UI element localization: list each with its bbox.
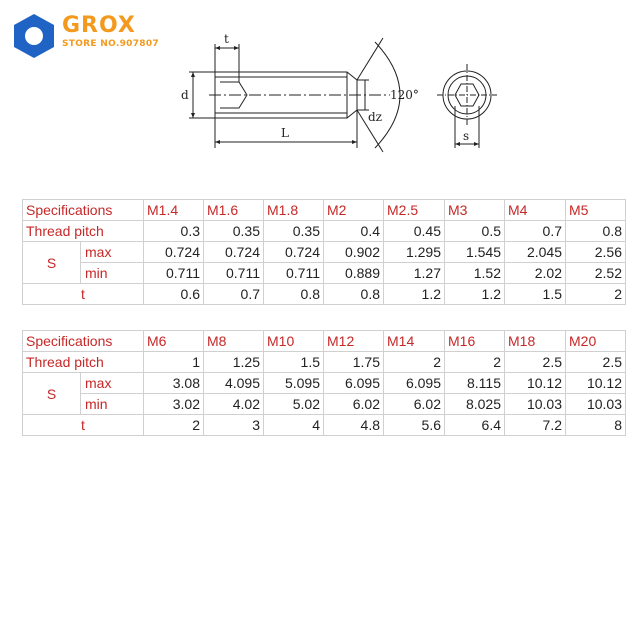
t-label: t	[23, 415, 144, 436]
table-cell: 10.12	[566, 373, 626, 394]
table-cell: 1.2	[384, 284, 445, 305]
table-cell: 5.095	[264, 373, 324, 394]
size-header: M6	[144, 331, 204, 352]
table-cell: 1.545	[445, 242, 505, 263]
table-cell: 0.724	[204, 242, 264, 263]
max-label: max	[81, 373, 144, 394]
t-row	[23, 415, 626, 436]
table-cell: 8	[566, 415, 626, 436]
thread-pitch-row	[23, 352, 626, 373]
table-cell: 8.025	[445, 394, 505, 415]
table-cell: 2.045	[505, 242, 566, 263]
table-cell: 2	[384, 352, 445, 373]
table-cell: 0.711	[264, 263, 324, 284]
table-cell: 0.724	[144, 242, 204, 263]
t-label: t	[23, 284, 144, 305]
diagram-label-angle: 120°	[390, 88, 419, 102]
size-header: M5	[566, 200, 626, 221]
diagram-label-L: L	[281, 126, 289, 140]
table-cell: 4	[264, 415, 324, 436]
table-cell: 3.02	[144, 394, 204, 415]
specifications-label: Specifications	[23, 331, 144, 352]
table-cell: 4.8	[324, 415, 384, 436]
t-row	[23, 284, 626, 305]
diagram-label-s: s	[463, 129, 470, 143]
table-cell: 6.095	[324, 373, 384, 394]
table-cell: 0.711	[204, 263, 264, 284]
thread-pitch-label: Thread pitch	[23, 221, 144, 242]
arrowhead	[234, 46, 239, 50]
table-cell: 1.5	[505, 284, 566, 305]
table-cell: 1.2	[445, 284, 505, 305]
size-header: M3	[445, 200, 505, 221]
arrowhead	[191, 113, 195, 118]
cone-line-top	[357, 38, 383, 80]
table-cell: 0.35	[204, 221, 264, 242]
table-cell: 5.6	[384, 415, 445, 436]
size-header: M12	[324, 331, 384, 352]
size-header: M4	[505, 200, 566, 221]
table-cell: 1.27	[384, 263, 445, 284]
table-cell: 0.6	[144, 284, 204, 305]
table-cell: 2.56	[566, 242, 626, 263]
table-cell: 2	[144, 415, 204, 436]
hex-nut-hole	[25, 27, 43, 45]
brand-block	[62, 14, 159, 50]
table-cell: 0.8	[566, 221, 626, 242]
size-header: M1.6	[204, 200, 264, 221]
table-cell: 0.3	[144, 221, 204, 242]
table-cell: 3	[204, 415, 264, 436]
size-header: M18	[505, 331, 566, 352]
s-min-row	[23, 394, 626, 415]
table-cell: 0.5	[445, 221, 505, 242]
table-cell: 2	[566, 284, 626, 305]
table-cell: 6.02	[384, 394, 445, 415]
table-cell: 0.7	[505, 221, 566, 242]
arrowhead	[455, 142, 460, 146]
table-cell: 8.115	[445, 373, 505, 394]
table-cell: 0.4	[324, 221, 384, 242]
specifications-label: Specifications	[23, 200, 144, 221]
max-label: max	[81, 242, 144, 263]
table-cell: 0.8	[264, 284, 324, 305]
size-header: M16	[445, 331, 505, 352]
table-cell: 2.52	[566, 263, 626, 284]
table-cell: 0.711	[144, 263, 204, 284]
min-label: min	[81, 394, 144, 415]
table-cell: 1.75	[324, 352, 384, 373]
s-label: S	[23, 242, 81, 284]
thread-pitch-label: Thread pitch	[23, 352, 144, 373]
table-cell: 6.095	[384, 373, 445, 394]
spec-table-small-sizes	[22, 199, 626, 305]
table-cell: 0.889	[324, 263, 384, 284]
table-cell: 0.7	[204, 284, 264, 305]
table-cell: 5.02	[264, 394, 324, 415]
size-header: M14	[384, 331, 445, 352]
table-cell: 10.03	[505, 394, 566, 415]
spec-table-large-sizes	[22, 330, 626, 436]
table-cell: 1.25	[204, 352, 264, 373]
table-cell: 10.03	[566, 394, 626, 415]
table-cell: 4.095	[204, 373, 264, 394]
size-header: M8	[204, 331, 264, 352]
size-header: M20	[566, 331, 626, 352]
table-cell: 0.724	[264, 242, 324, 263]
table-cell: 2.5	[566, 352, 626, 373]
table-cell: 1.295	[384, 242, 445, 263]
thread-pitch-row	[23, 221, 626, 242]
arrowhead	[191, 72, 195, 77]
table-cell: 2.02	[505, 263, 566, 284]
table-cell: 6.02	[324, 394, 384, 415]
table-cell: 6.4	[445, 415, 505, 436]
arrowhead	[215, 140, 220, 144]
arrowhead	[352, 140, 357, 144]
size-header: M1.4	[144, 200, 204, 221]
table-cell: 10.12	[505, 373, 566, 394]
size-header: M1.8	[264, 200, 324, 221]
size-header: M2	[324, 200, 384, 221]
table-cell: 1	[144, 352, 204, 373]
table-cell: 3.08	[144, 373, 204, 394]
brand-name: GROX	[62, 13, 136, 38]
table-cell: 7.2	[505, 415, 566, 436]
set-screw-technical-drawing	[175, 30, 505, 160]
min-label: min	[81, 263, 144, 284]
size-header: M2.5	[384, 200, 445, 221]
diagram-label-dz: dz	[368, 110, 383, 124]
arrowhead	[474, 142, 479, 146]
s-max-row	[23, 373, 626, 394]
arrowhead	[215, 46, 220, 50]
s-label: S	[23, 373, 81, 415]
table-header-row	[23, 200, 626, 221]
brand-store-number: STORE NO.907807	[62, 39, 159, 49]
table-cell: 1.52	[445, 263, 505, 284]
s-min-row	[23, 263, 626, 284]
diagram-label-d: d	[181, 88, 189, 102]
table-cell: 0.8	[324, 284, 384, 305]
table-cell: 0.902	[324, 242, 384, 263]
table-cell: 1.5	[264, 352, 324, 373]
table-cell: 0.35	[264, 221, 324, 242]
table-cell: 0.45	[384, 221, 445, 242]
size-header: M10	[264, 331, 324, 352]
diagram-label-t: t	[224, 32, 229, 46]
table-header-row	[23, 331, 626, 352]
table-cell: 2	[445, 352, 505, 373]
table-cell: 2.5	[505, 352, 566, 373]
s-max-row	[23, 242, 626, 263]
grox-hex-nut-logo-icon	[10, 12, 58, 60]
table-cell: 4.02	[204, 394, 264, 415]
